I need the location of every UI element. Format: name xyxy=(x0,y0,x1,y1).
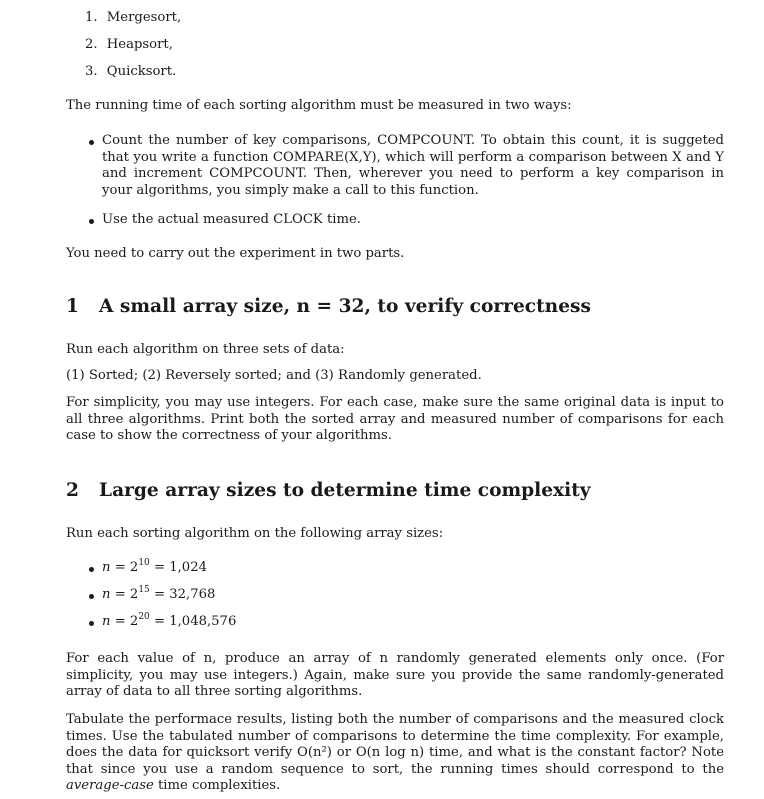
two-parts-paragraph: You need to carry out the experiment in two parts. xyxy=(66,246,405,261)
bullet-clock: Use the actual measured CLOCK time. xyxy=(102,212,361,227)
size-value: 1,024 xyxy=(169,560,207,575)
list-number: 1. xyxy=(85,10,98,25)
section-2-p1: Run each sorting algorithm on the following array sizes: xyxy=(66,526,444,541)
intro-paragraph: The running time of each sorting algorithm must be measured in two ways: xyxy=(66,98,572,113)
list-text: Quicksort. xyxy=(106,64,177,79)
size-item: $n = 2^{20} = 1,048,576$ xyxy=(102,612,237,629)
p3-emphasis: average-case xyxy=(66,778,154,794)
size-exponent: 15 xyxy=(138,585,150,595)
size-exponent: 20 xyxy=(138,612,150,622)
size-exponent: 10 xyxy=(138,558,150,568)
bullet-icon xyxy=(89,219,94,224)
list-item xyxy=(85,37,173,54)
section-title-text: A small array size, n = 32, to verify correctness xyxy=(99,296,591,317)
bullet-icon xyxy=(89,140,94,145)
section-number: 2 xyxy=(66,480,79,501)
list-item xyxy=(85,10,181,27)
section-2-p2: For each value of n, produce an array of n randomly generated elements only once. (For simplicity, you may use integers.) Again, make sure you provide the same randomly-generated array of data to all three sorting algorithms. xyxy=(66,651,724,700)
p3-text: Tabulate the performace results, listing both the number of comparisons and the measured clock times. Use the tabulated number of comparisons to determine the time complexity. For example, does the data for quicksort verify O(n²) or O(n log n) time, and what is the constant factor? Note that since you use a random sequence to sort, the running times should correspond to the xyxy=(66,712,724,777)
bullet-icon xyxy=(89,567,94,572)
bullet-compcount: Count the number of key comparisons, COMPCOUNT. To obtain this count, it is suggeted that you write a function COMPARE(X,Y), which will perform a comparison between X and Y and increment COMPCOUNT. Then, wherever you need to perform a key comparison in your algorithms, you simply make a call to this function. xyxy=(102,133,724,198)
size-value: 1,048,576 xyxy=(169,614,237,629)
list-text: Mergesort, xyxy=(106,10,182,25)
section-1-heading xyxy=(66,296,591,318)
section-2-p3 xyxy=(66,712,724,795)
section-2-heading xyxy=(66,480,591,502)
p3-text-end: time complexities. xyxy=(153,778,281,794)
bullet-icon xyxy=(89,621,94,626)
size-value: 32,768 xyxy=(169,587,216,602)
bullet-icon xyxy=(89,594,94,599)
size-item: $n = 2^{15} = 32,768$ xyxy=(102,585,216,602)
list-item xyxy=(85,64,176,81)
section-1-p2: (1) Sorted; (2) Reversely sorted; and (3) Randomly generated. xyxy=(66,368,482,383)
section-title-text: Large array sizes to determine time complexity xyxy=(99,480,591,501)
size-item: $n = 2^{10} = 1,024$ xyxy=(102,558,207,575)
list-number: 2. xyxy=(85,37,98,52)
section-1-p1: Run each algorithm on three sets of data: xyxy=(66,342,345,357)
section-1-p3: For simplicity, you may use integers. For each case, make sure the same original data is input to all three algorithms. Print both the sorted array and measured number of comparisons for each case to show the correctness of your algorithms. xyxy=(66,395,724,444)
list-text: Heapsort, xyxy=(106,37,173,52)
list-number: 3. xyxy=(85,64,98,79)
section-number: 1 xyxy=(66,296,79,317)
